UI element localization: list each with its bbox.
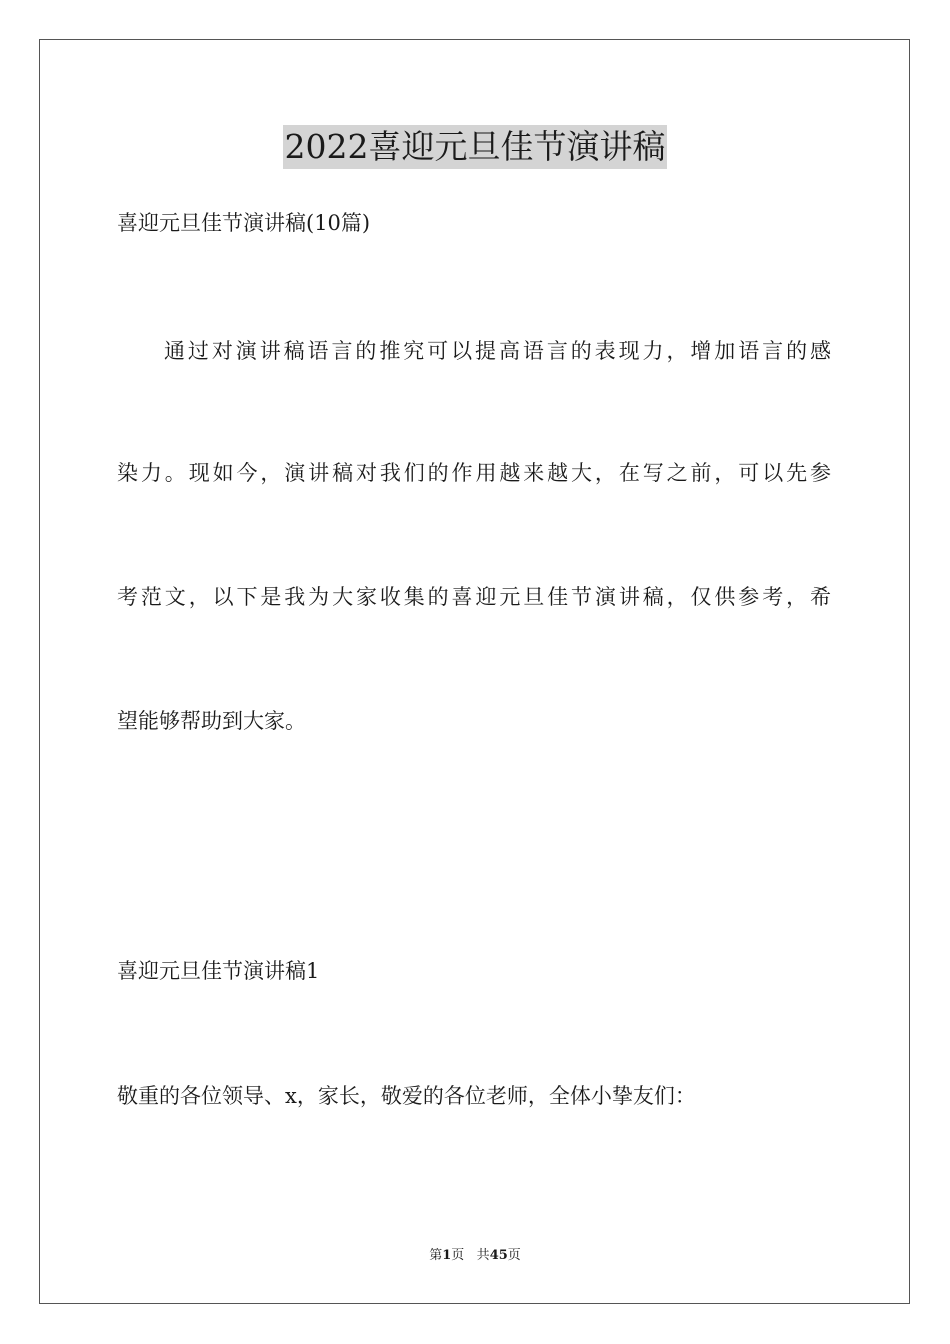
total-prefix: 共 [476,1248,490,1263]
document-title: 2022喜迎元旦佳节演讲稿 [283,125,668,169]
intro-paragraph-line: 通过对演讲稿语言的推究可以提高语言的表现力，增加语言的感 [164,339,831,363]
page-number: 1 [442,1248,452,1263]
total-pages: 45 [489,1248,508,1263]
intro-paragraph-line: 考范文，以下是我为大家收集的喜迎元旦佳节演讲稿，仅供参考，希 [117,585,831,609]
title-container [0,125,950,169]
page-prefix: 第 [429,1248,443,1263]
page-footer [0,1246,950,1266]
document-subtitle: 喜迎元旦佳节演讲稿(10篇) [117,211,371,235]
page-suffix: 页 [451,1248,465,1263]
total-suffix: 页 [507,1248,521,1263]
intro-paragraph-line: 染力。现如今，演讲稿对我们的作用越来越大，在写之前，可以先参 [117,461,831,485]
intro-paragraph-line: 望能够帮助到大家。 [117,709,306,733]
section-heading: 喜迎元旦佳节演讲稿1 [117,959,320,983]
greeting-line: 敬重的各位领导、x，家长，敬爱的各位老师，全体小挚友们： [117,1084,696,1108]
